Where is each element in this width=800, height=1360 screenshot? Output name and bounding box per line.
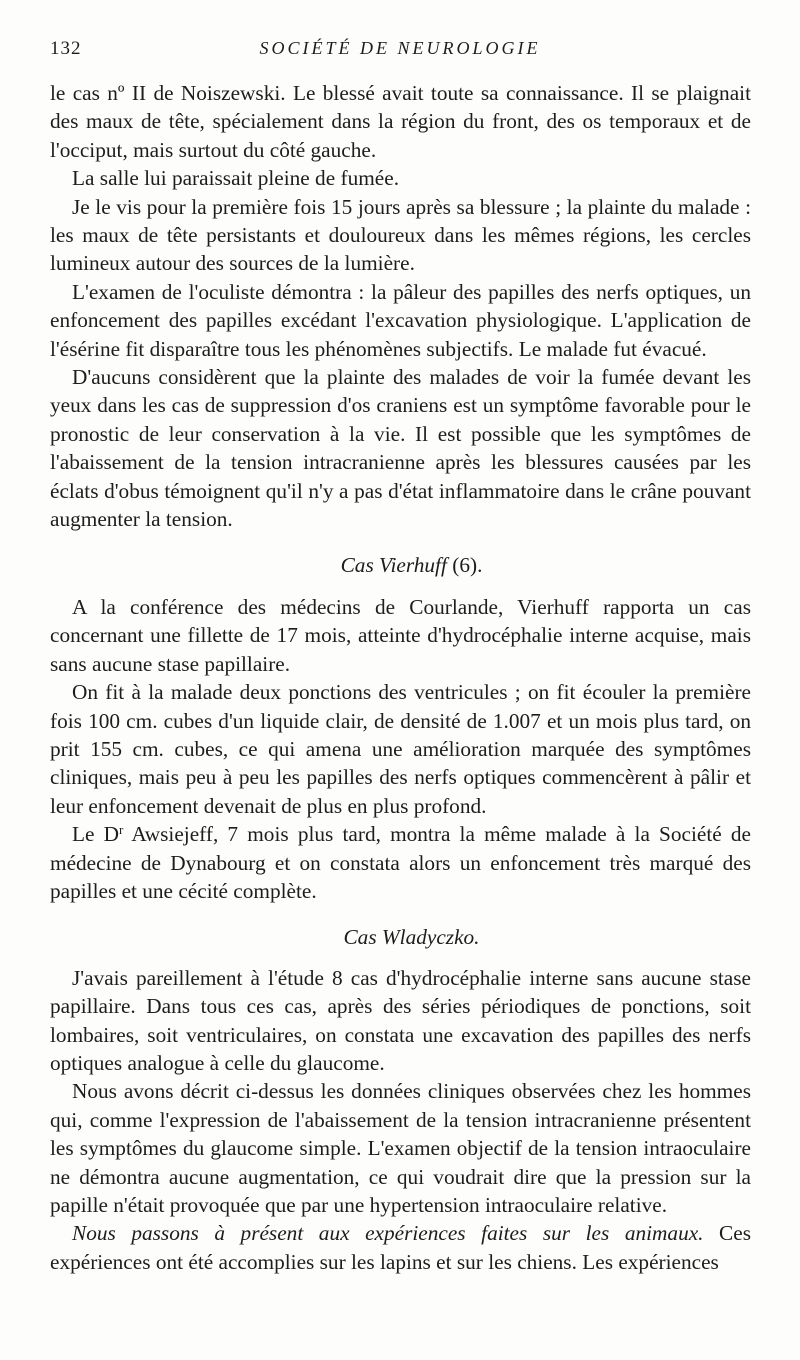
paragraph-8-start: Le D bbox=[72, 822, 119, 847]
paragraph-6: A la conférence des médecins de Courlande, Vierhuff rapporta un cas concernant une fillette de 17 mois, atteinte d'hydrocéphalie interne acquise, mais sans aucune stase papillaire. bbox=[50, 594, 751, 676]
running-header bbox=[50, 38, 750, 68]
paragraph-5: D'aucuns considèrent que la plainte des malades de voir la fumée devant les yeux dans les cas de suppression d'os craniens est un symptôme favorable pour le pronostic de leur conservation à la vie. Il est possible que les symptômes de l'abaissement de la tension intracranienne après les blessures causées par les éclats d'obus témoignent qu'il n'y a pas d'état inflammatoire dans le crâne pouvant augmenter la tension. bbox=[50, 365, 751, 532]
paragraph-2: La salle lui paraissait pleine de fumée. bbox=[72, 166, 400, 191]
body-text bbox=[50, 79, 751, 1276]
paragraph-7: On fit à la malade deux ponctions des ventricules ; on fit écouler la première fois 100 cm. cubes d'un liquide clair, de densité de 1.007 et un mois plus tard, on prit 155 cm. cubes, ce qui amena une amélioration marquée des symptômes cliniques, mais peu à peu les papilles des nerfs optiques commencèrent à pâlir et leur enfoncement devenait de plus en plus profond. bbox=[50, 680, 751, 818]
paragraph-11 bbox=[50, 1219, 751, 1276]
paragraph-9: J'avais pareillement à l'étude 8 cas d'hydrocéphalie interne sans aucune stase papillaire. Dans tous ces cas, après des séries périodiques de ponctions, soit lombaires, soit ventriculaires, on constata une excavation des papilles des nerfs optiques analogue à celle du glaucome. bbox=[50, 965, 751, 1075]
page-number: 132 bbox=[50, 38, 82, 59]
case-heading-name: Cas Vierhuff bbox=[340, 552, 447, 577]
paragraph-11-rest: Ces expériences ont été accomplies sur les lapins et sur les chiens. Les expériences bbox=[50, 1221, 751, 1274]
paragraph-11-italic: Nous passons à présent aux expériences faites sur les animaux. bbox=[72, 1221, 704, 1246]
paragraph-8-rest: Awsiejeff, 7 mois plus tard, montra la même malade à la Société de médecine de Dynabourg et on constata alors un enfoncement très marqué des papilles et une cécité complète. bbox=[50, 822, 751, 903]
paragraph-10: Nous avons décrit ci-dessus les données cliniques observées chez les hommes qui, comme l'expression de l'abaissement de la tension intracranienne présentent les symptômes du glaucome simple. L'examen objectif de la tension intraoculaire ne démontra aucune augmentation, ce qui voudrait dire que la pression sur la papille n'était provoquée que par une hypertension intraoculaire relative. bbox=[50, 1079, 751, 1218]
paragraph-1: le cas nº II de Noiszewski. Le blessé avait toute sa connaissance. Il se plaignait des maux de tête, spécialement dans la région du front, des os temporaux et de l'occiput, mais surtout du côté gauche. bbox=[50, 81, 751, 162]
case-heading-wladyczko: Cas Wladyczko. bbox=[343, 925, 480, 950]
paragraph-4: L'examen de l'oculiste démontra : la pâleur des papilles des nerfs optiques, un enfoncement des papilles excédant l'excavation physiologique. L'application de l'ésérine fit disparaître tous les phénomènes subjectifs. Le malade fut évacué. bbox=[50, 279, 751, 361]
paragraph-8 bbox=[50, 820, 751, 905]
doctor-superscript: r bbox=[119, 822, 124, 838]
case-heading-reference: (6). bbox=[452, 552, 483, 577]
paragraph-3: Je le vis pour la première fois 15 jours après sa blessure ; la plainte du malade : les maux de tête persistants et douloureux dans les mêmes régions, les cercles lumineux autour des sources de la lumière. bbox=[50, 194, 751, 276]
case-heading-vierhuff bbox=[50, 551, 751, 579]
journal-title: SOCIÉTÉ DE NEUROLOGIE bbox=[259, 38, 541, 58]
